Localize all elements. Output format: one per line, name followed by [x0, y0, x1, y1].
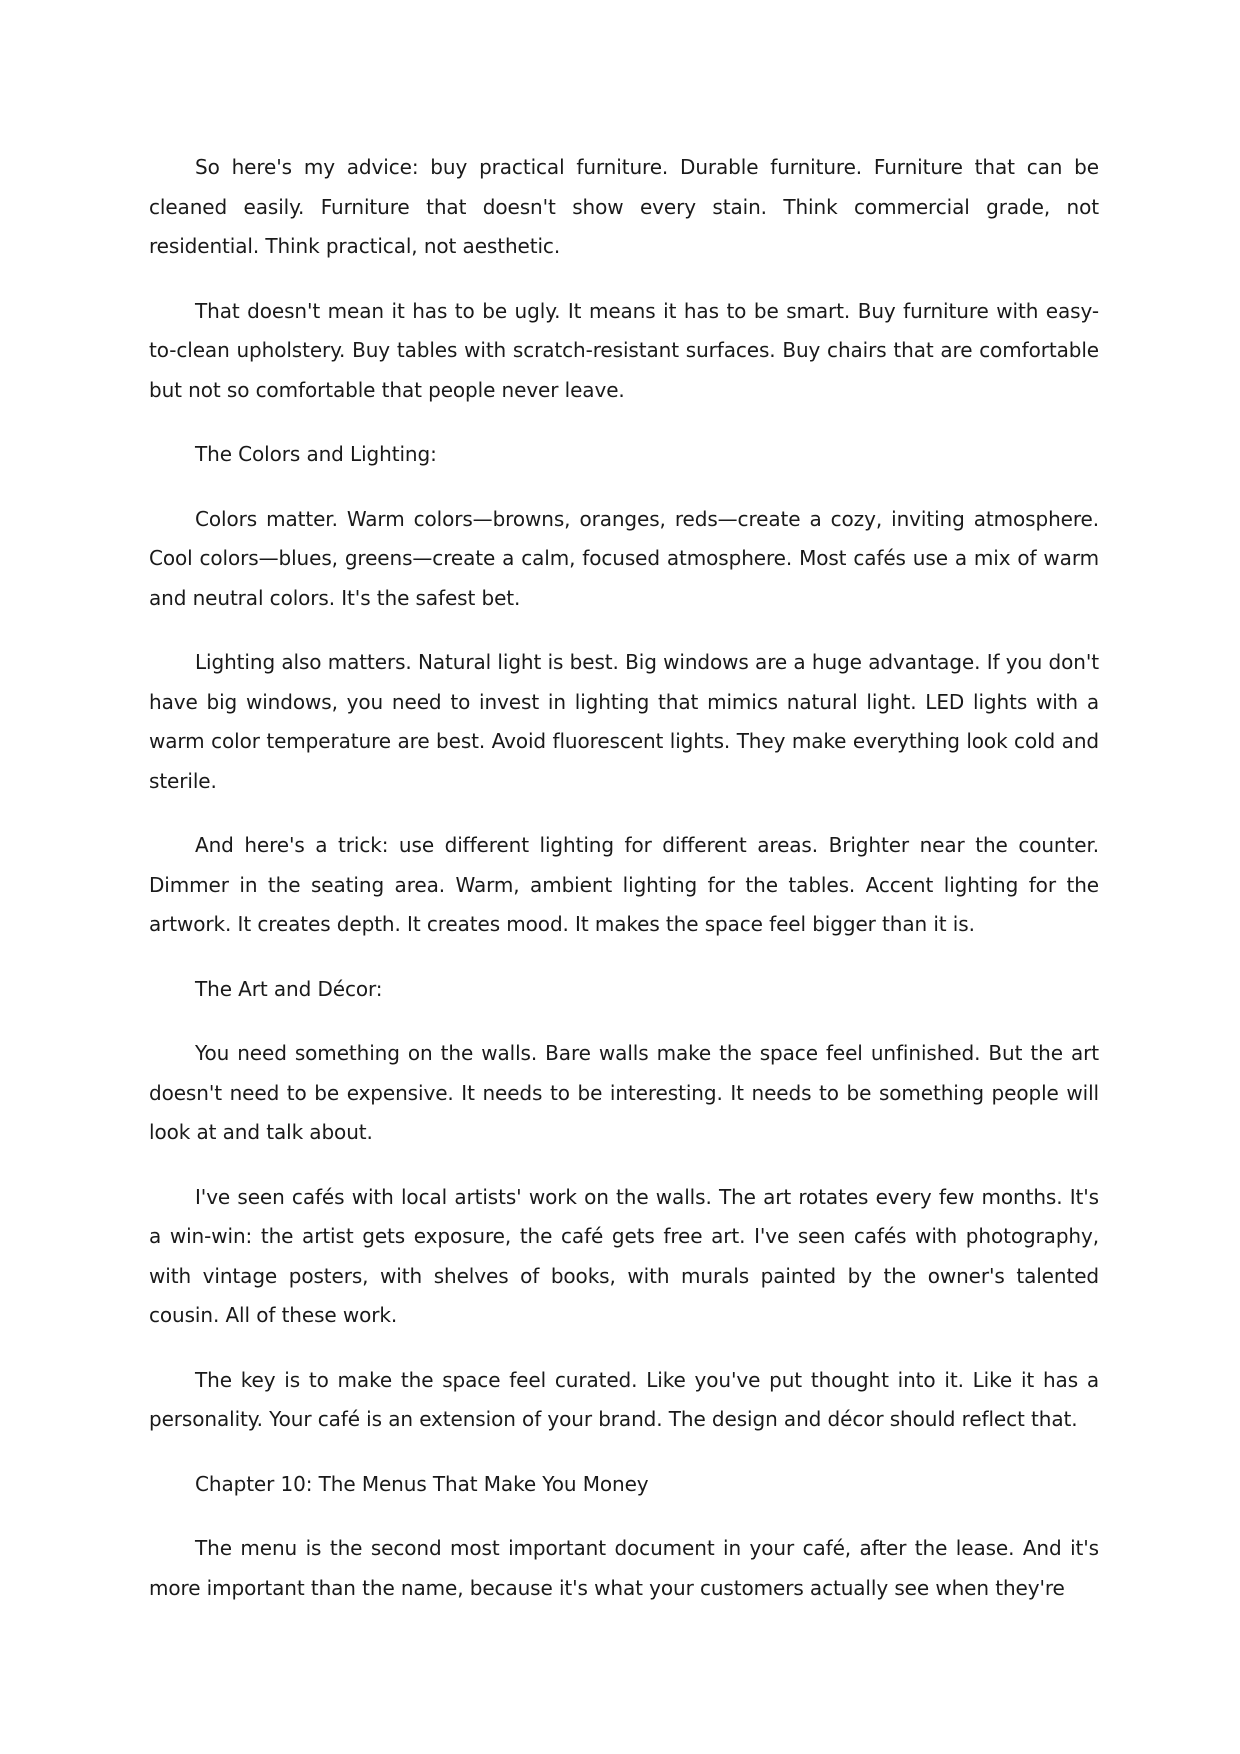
chapter-heading: Chapter 10: The Menus That Make You Money [195, 1471, 649, 1496]
paragraph-lighting: Lighting also matters. Natural light is best. Big windows are a huge advantage. If you don't have big windows, you need to invest in lighting that mimics natural light. LED lights with a warm color temperature are best. Avoid fluorescent lights. They make everything look cold and sterile. [149, 650, 1099, 793]
paragraph-colors: Colors matter. Warm colors—browns, oranges, reds—create a cozy, inviting atmosphere. Cool colors—blues, greens—create a calm, focused atmosphere. Most cafés use a mix of warm and neutral colors. It's the safest bet. [149, 506, 1099, 610]
paragraph-menu: The menu is the second most important document in your café, after the lease. And it's more important than the name, because it's what your customers actually see when they're [149, 1536, 1099, 1600]
paragraph-furniture-advice: So here's my advice: buy practical furniture. Durable furniture. Furniture that can be cleaned easily. Furniture that doesn't show every stain. Think commercial grade, not residential. Think practical, not aesthetic. [149, 155, 1099, 258]
section-heading-art-decor: The Art and Décor: [195, 976, 383, 1001]
paragraph-walls: You need something on the walls. Bare walls make the space feel unfinished. But the art doesn't need to be expensive. It needs to be interesting. It needs to be something people will look at and talk about. [149, 1041, 1099, 1144]
paragraph-local-artists: I've seen cafés with local artists' work on the walls. The art rotates every few months. It's a win-win: the artist gets exposure, the café gets free art. I've seen cafés with photography, with vintage posters, with shelves of books, with murals painted by the owner's talented cousin. All of these work. [149, 1184, 1099, 1327]
paragraph-curated-space: The key is to make the space feel curated. Like you've put thought into it. Like it has a personality. Your café is an extension of your brand. The design and décor should reflect that. [149, 1367, 1099, 1431]
paragraph-lighting-trick: And here's a trick: use different lighting for different areas. Brighter near the counter. Dimmer in the seating area. Warm, ambient lighting for the tables. Accent lighting for the artwork. It creates depth. It creates mood. It makes the space feel bigger than it is. [149, 833, 1099, 936]
paragraph-smart-furniture: That doesn't mean it has to be ugly. It means it has to be smart. Buy furniture with easy-to-clean upholstery. Buy tables with scratch-resistant surfaces. Buy chairs that are comfortable but not so comfortable that people never leave. [149, 298, 1099, 402]
section-heading-colors-lighting: The Colors and Lighting: [195, 442, 437, 466]
